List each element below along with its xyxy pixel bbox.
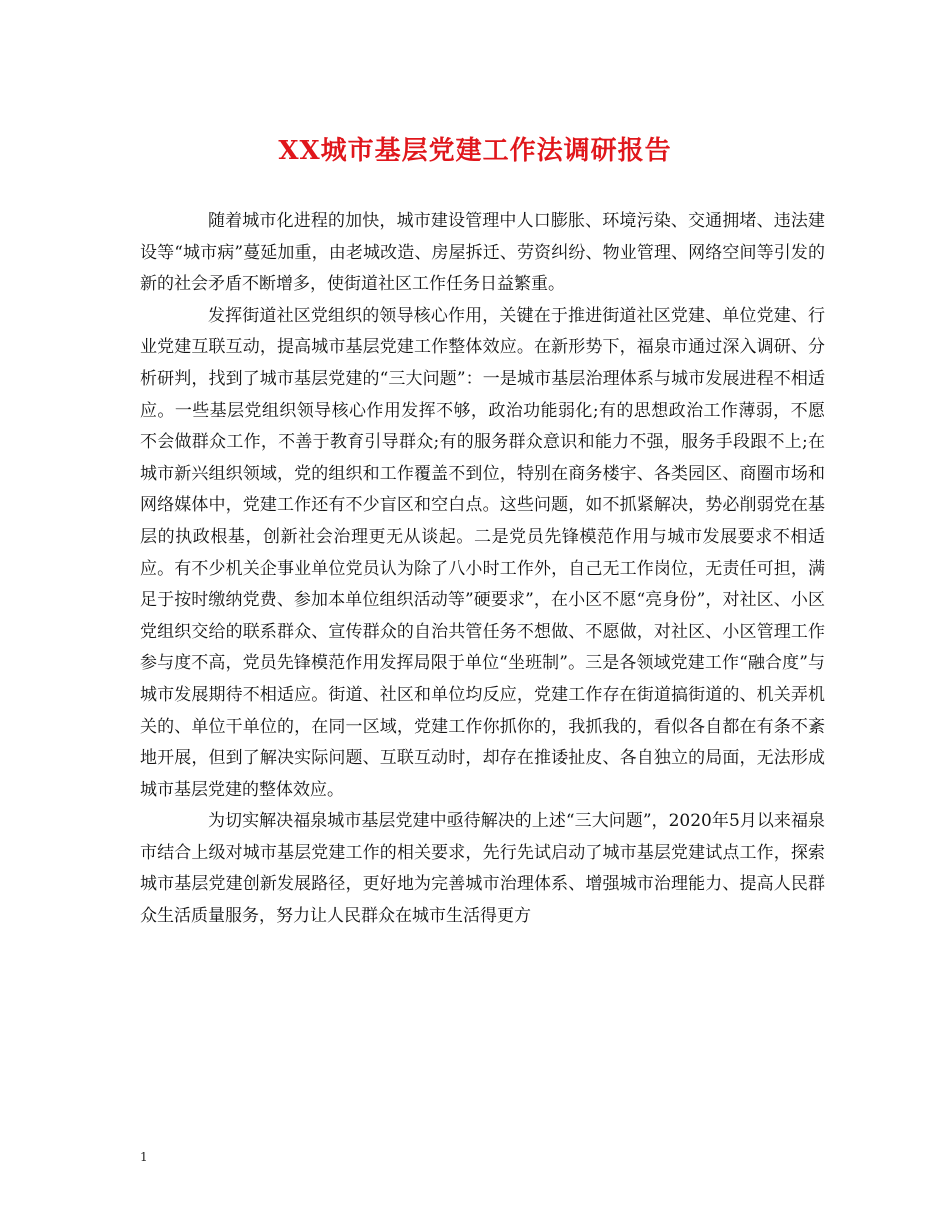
page-number: 1 — [140, 1150, 148, 1164]
document-title: XX城市基层党建工作法调研报告 — [278, 136, 672, 166]
document-body — [140, 206, 825, 933]
paragraph-2: 发挥街道社区党组织的领导核心作用，关键在于推进街道社区党建、单位党建、行业党建互联互动，提高城市基层党建工作整体效应。在新形势下，福泉市通过深入调研、分析研判，找到了城市基层党建的“三大问题”：一是城市基层治理体系与城市发展进程不相适应。一些基层党组织领导核心作用发挥不够，政治功能弱化;有的思想政治工作薄弱，不愿不会做群众工作，不善于教育引导群众;有的服务群众意识和能力不强，服务手段跟不上;在城市新兴组织领域，党的组织和工作覆盖不到位，特别在商务楼宇、各类园区、商圈市场和网络媒体中，党建工作还有不少盲区和空白点。这些问题，如不抓紧解决，势必削弱党在基层的执政根基，创新社会治理更无从谈起。二是党员先锋模范作用与城市发展要求不相适应。有不少机关企事业单位党员认为除了八小时工作外，自己无工作岗位，无责任可担，满足于按时缴纳党费、参加本单位组织活动等”硬要求”，在小区不愿“亮身份”，对社区、小区党组织交给的联系群众、宣传群众的自治共管任务不想做、不愿做，对社区、小区管理工作参与度不高，党员先锋模范作用发挥局限于单位“坐班制”。三是各领域党建工作“融合度”与城市发展期待不相适应。街道、社区和单位均反应，党建工作存在街道搞街道的、机关弄机关的、单位干单位的，在同一区域，党建工作你抓你的，我抓我的，看似各自都在有条不紊地开展，但到了解决实际问题、互联互动时，却存在推诿扯皮、各自独立的局面，无法形成城市基层党建的整体效应。 — [140, 305, 825, 800]
paragraph-3: 为切实解决福泉城市基层党建中亟待解决的上述“三大问题”，2020年5月以来福泉市结合上级对城市基层党建工作的相关要求，先行先试启动了城市基层党建试点工作，探索城市基层党建创新发展路径，更好地为完善城市治理体系、增强城市治理能力、提高人民群众生活质量服务，努力让人民群众在城市生活得更方 — [140, 811, 825, 927]
paragraph-1: 随着城市化进程的加快，城市建设管理中人口膨胀、环境污染、交通拥堵、违法建设等“城市病”蔓延加重，由老城改造、房屋拆迁、劳资纠纷、物业管理、网络空间等引发的新的社会矛盾不断增多，使街道社区工作任务日益繁重。 — [140, 211, 825, 295]
